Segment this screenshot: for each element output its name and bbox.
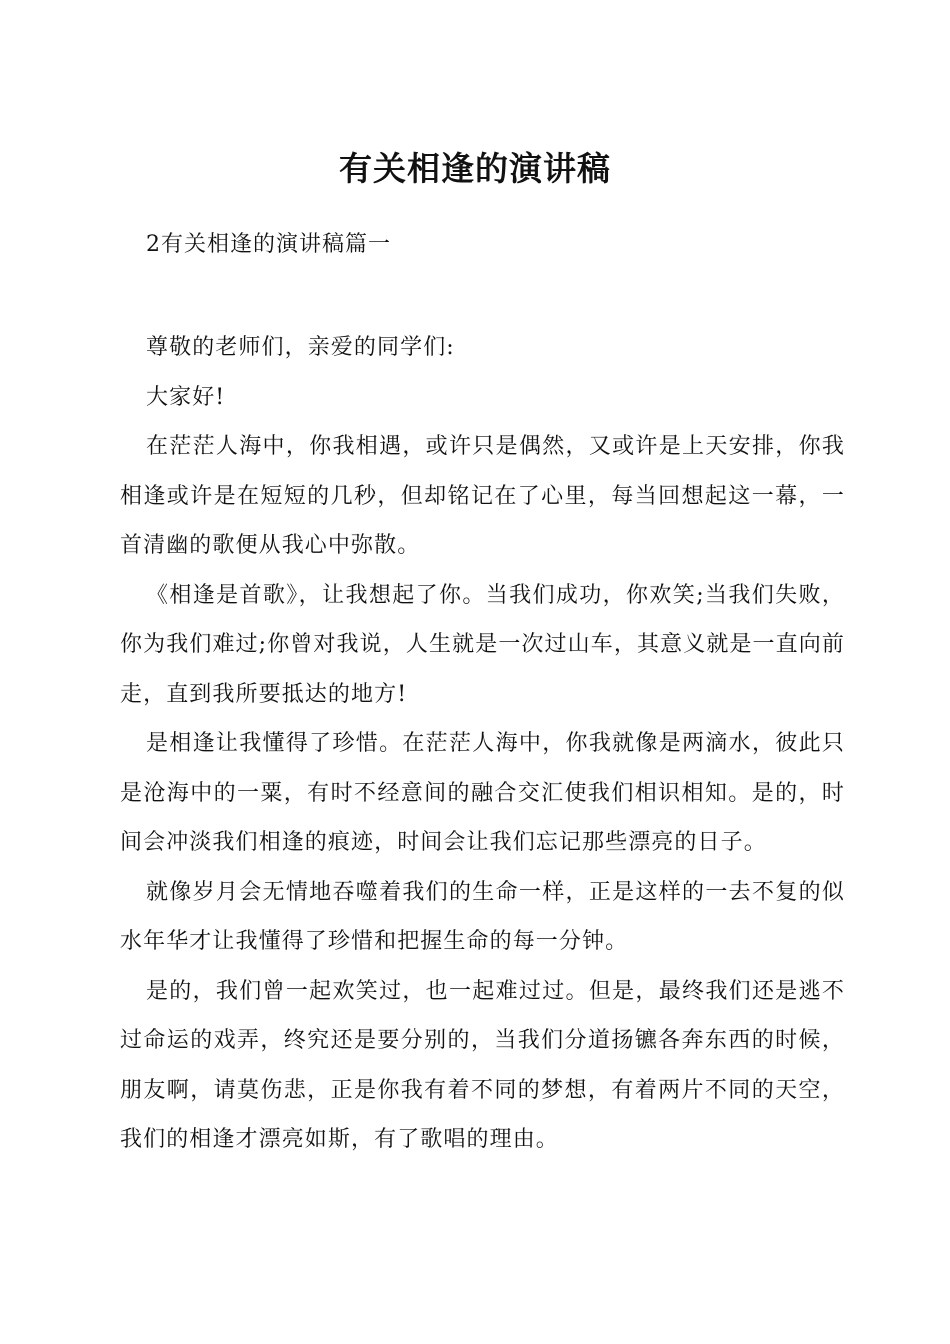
paragraph-greeting: 尊敬的老师们，亲爱的同学们: <box>146 335 455 360</box>
document-body <box>120 323 845 1165</box>
paragraph: 是的，我们曾一起欢笑过，也一起难过过。但是，最终我们还是逃不过命运的戏弄，终究还是要分别的，当我们分道扬镳各奔东西的时候，朋友啊，请莫伤悲，正是你我有着不同的梦想，有着两片不同的天空，我们的相逢才漂亮如斯，有了歌唱的理由。 <box>120 978 845 1152</box>
document-title: 有关相逢的演讲稿 <box>339 149 611 188</box>
document-subtitle: 2有关相逢的演讲稿篇一 <box>146 232 391 257</box>
paragraph-hello: 大家好! <box>146 384 226 410</box>
paragraph: 是相逢让我懂得了珍惜。在茫茫人海中，你我就像是两滴水，彼此只是沧海中的一粟，有时不经意间的融合交汇使我们相识相知。是的，时间会冲淡我们相逢的痕迹，时间会让我们忘记那些漂亮的日子。 <box>120 731 845 855</box>
paragraph: 《相逢是首歌》，让我想起了你。当我们成功，你欢笑;当我们失败，你为我们难过;你曾对我说，人生就是一次过山车，其意义就是一直向前走，直到我所要抵达的地方! <box>120 582 845 707</box>
paragraph: 就像岁月会无情地吞噬着我们的生命一样，正是这样的一去不复的似水年华才让我懂得了珍惜和把握生命的每一分钟。 <box>120 879 845 954</box>
paragraph: 在茫茫人海中，你我相遇，或许只是偶然，又或许是上天安排，你我相逢或许是在短短的几秒，但却铭记在了心里，每当回想起这一幕，一首清幽的歌便从我心中弥散。 <box>120 434 845 558</box>
